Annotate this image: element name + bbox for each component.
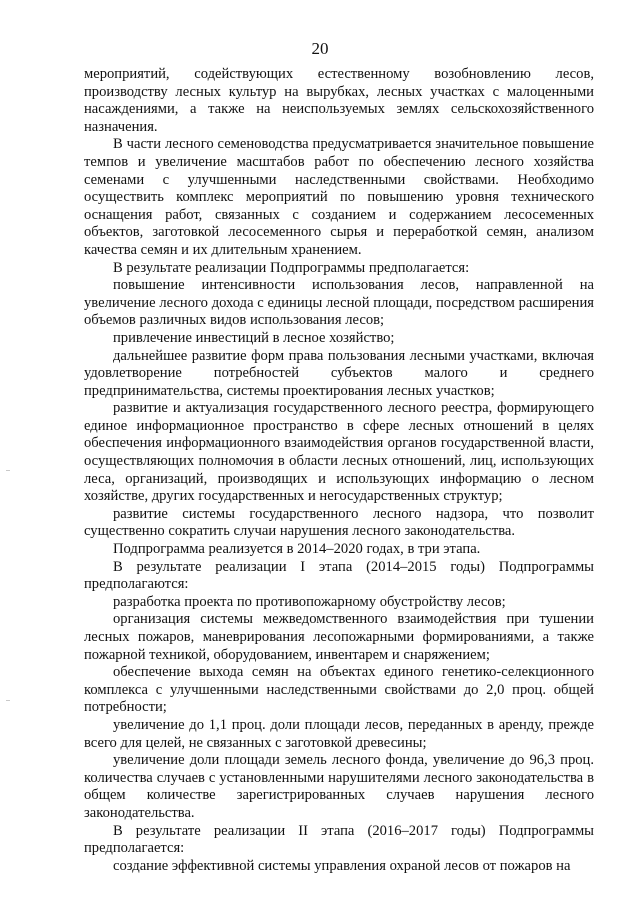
paragraph: повышение интенсивности использования лесов, направленной на увеличение лесного дохода с единицы лесной площади, посредством расширения объемов различных видов использования лесов; [84,277,594,329]
paragraph: развитие и актуализация государственного лесного реестра, формирующего единое информационное пространство в сфере лесных отношений в целях обеспечения информационного взаимодействия органов государственной власти, осуществляющих полномочия в области лесных отношений, лиц, использующих леса, организаций, производящих и использующих информацию о лесном хозяйстве, других государственных и негосударственных структур; [84,400,594,505]
paragraph: обеспечение выхода семян на объектах единого генетико-селекционного комплекса с улучшенными наследственными свойствами до 2,0 проц. общей потребности; [84,664,594,716]
paragraph: В результате реализации II этапа (2016–2017 годы) Подпрограммы предполагается: [84,822,594,857]
scan-artifact [6,470,10,471]
paragraph: В результате реализации Подпрограммы предполагается: [113,259,470,276]
paragraph: мероприятий, содействующих естественному возобновлению лесов, производству лесных культур на вырубках, лесных участках с малоценными насаждениями, а также на неиспользуемых землях сельскохозяйственного назначения. [84,66,594,135]
paragraph: Подпрограмма реализуется в 2014–2020 годах, в три этапа. [113,541,481,558]
paragraph: развитие системы государственного лесного надзора, что позволит существенно сократить случаи нарушения лесного законодательства. [84,505,594,540]
paragraph: дальнейшее развитие форм права пользования лесными участками, включая удовлетворение потребностей субъектов малого и среднего предпринимательства, системы проектирования лесных участков; [84,347,594,399]
paragraph: привлечение инвестиций в лесное хозяйство; [113,329,395,346]
paragraph: разработка проекта по противопожарному обустройству лесов; [113,593,506,610]
paragraph: организация системы межведомственного взаимодействия при тушении лесных пожаров, маневрирования лесопожарными формированиями, а также пожарной техникой, оборудованием, инвентарем и снаряжением; [84,611,594,663]
paragraph: увеличение до 1,1 проц. доли площади лесов, переданных в аренду, прежде всего для целей, не связанных с заготовкой древесины; [84,716,594,751]
scan-artifact [6,700,10,701]
paragraph: В части лесного семеноводства предусматривается значительное повышение темпов и увеличение масштабов работ по обеспечению лесного хозяйства семенами с улучшенными наследственными свойствами. Необходимо осуществить комплекс мероприятий по повышению уровня технического оснащения работ, связанных с созданием и содержанием лесосеменных объектов, заготовкой лесосеменного сырья и переработкой семян, анализом качества семян и их длительным хранением. [84,136,594,258]
paragraph: В результате реализации I этапа (2014–2015 годы) Подпрограммы предполагаются: [84,558,594,593]
body-text [84,66,594,875]
page-number: 20 [311,39,329,58]
paragraph: создание эффективной системы управления охраной лесов от пожаров на [113,857,571,874]
paragraph: увеличение доли площади земель лесного фонда, увеличение до 96,3 проц. количества случаев с установленными нарушителями лесного законодательства в общем количестве зарегистрированных случаев нарушения лесного законодательства. [84,752,594,821]
